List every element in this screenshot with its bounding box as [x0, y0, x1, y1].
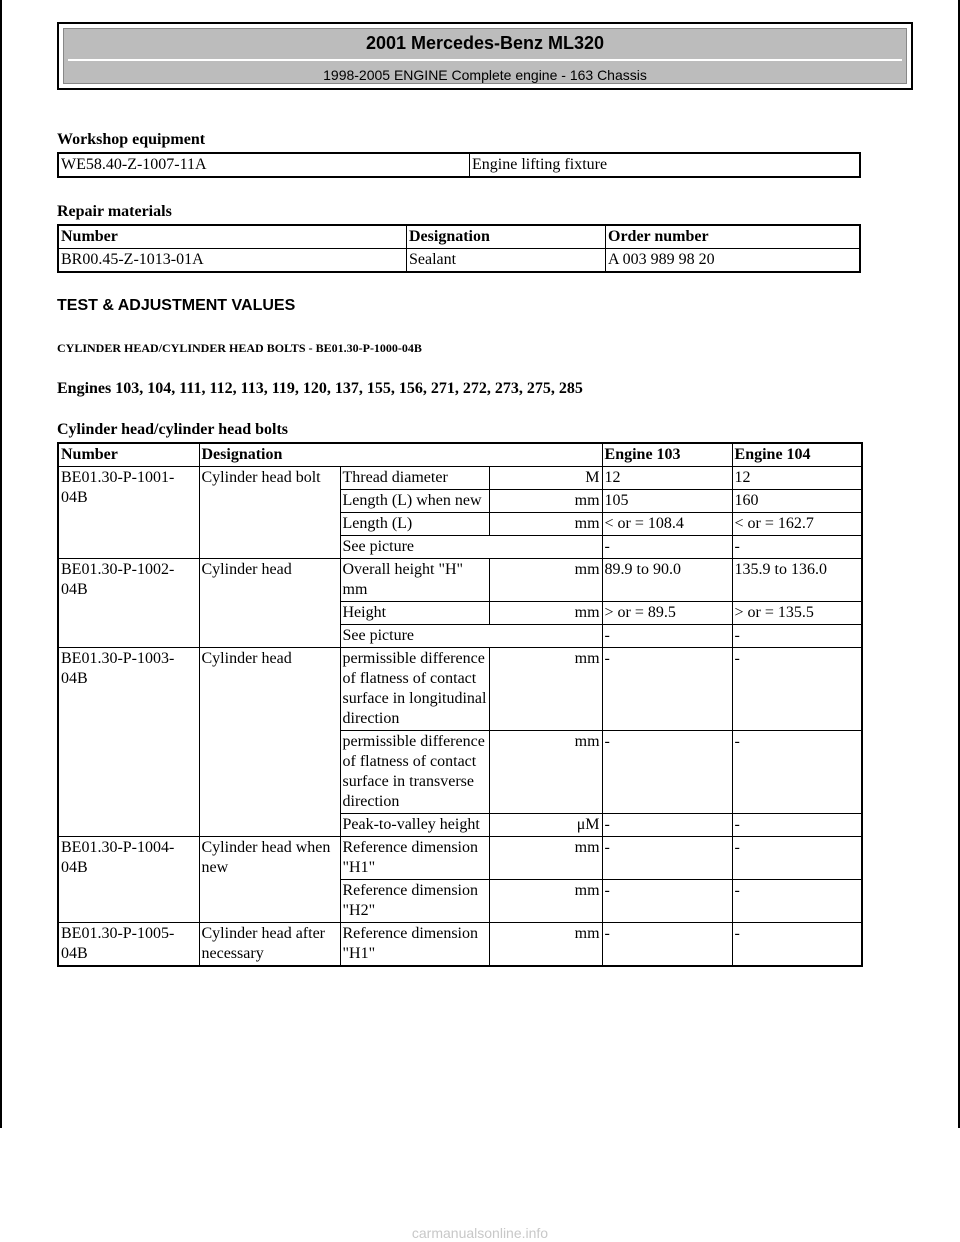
param-label: Overall height "H" mm: [340, 559, 489, 602]
value-engine-104: 12: [732, 467, 862, 490]
row-designation: Cylinder head: [199, 648, 340, 837]
param-unit: mm: [489, 490, 602, 513]
table-row: [58, 249, 860, 273]
row-number: BE01.30-P-1005-04B: [58, 923, 199, 967]
main-table-heading: Cylinder head/cylinder head bolts: [57, 421, 288, 438]
value-engine-104: -: [732, 536, 862, 559]
param-unit: mm: [489, 880, 602, 923]
column-header: Number: [58, 225, 407, 249]
param-label: permissible difference of flatness of contact surface in longitudinal direction: [340, 648, 489, 731]
table-row: [58, 923, 862, 967]
value-engine-104: > or = 135.5: [732, 602, 862, 625]
row-designation: Cylinder head when new: [199, 837, 340, 923]
value-engine-103: -: [602, 731, 732, 814]
row-number: BE01.30-P-1004-04B: [58, 837, 199, 923]
param-label: Length (L) when new: [340, 490, 489, 513]
workshop-table: [57, 152, 861, 178]
value-engine-104: 135.9 to 136.0: [732, 559, 862, 602]
param-label: Thread diameter: [340, 467, 489, 490]
param-label: Length (L): [340, 513, 489, 536]
row-designation: Cylinder head: [199, 559, 340, 648]
param-unit: mm: [489, 837, 602, 880]
param-label: Peak-to-valley height: [340, 814, 489, 837]
value-engine-103: -: [602, 837, 732, 880]
param-label: Reference dimension "H1": [340, 923, 489, 967]
param-label: See picture: [340, 625, 602, 648]
engines-line: Engines 103, 104, 111, 112, 113, 119, 120, 137, 155, 156, 271, 272, 273, 275, 285: [57, 380, 583, 397]
repair-heading: Repair materials: [57, 203, 172, 220]
value-engine-104: -: [732, 625, 862, 648]
row-number: BE01.30-P-1003-04B: [58, 648, 199, 837]
column-header-engine-103: Engine 103: [602, 443, 732, 467]
param-label: Height: [340, 602, 489, 625]
page-header: [57, 22, 913, 90]
value-engine-104: -: [732, 837, 862, 880]
value-engine-103: > or = 89.5: [602, 602, 732, 625]
row-designation: Cylinder head after necessary: [199, 923, 340, 967]
row-number: BE01.30-P-1002-04B: [58, 559, 199, 648]
header-divider: [68, 59, 902, 61]
value-engine-104: -: [732, 814, 862, 837]
workshop-heading: Workshop equipment: [57, 131, 206, 148]
value-engine-103: 105: [602, 490, 732, 513]
workshop-number: WE58.40-Z-1007-11A: [58, 153, 470, 177]
footer-watermark: carmanualsonline.info: [411, 1225, 549, 1241]
subsection-title: CYLINDER HEAD/CYLINDER HEAD BOLTS - BE01.30-P-1000-04B: [57, 341, 422, 355]
value-engine-104: -: [732, 731, 862, 814]
value-engine-104: -: [732, 648, 862, 731]
table-cell: BR00.45-Z-1013-01A: [58, 249, 407, 273]
param-unit: mm: [489, 923, 602, 967]
param-unit: mm: [489, 602, 602, 625]
value-engine-104: < or = 162.7: [732, 513, 862, 536]
param-unit: μM: [489, 814, 602, 837]
value-engine-103: -: [602, 625, 732, 648]
param-label: See picture: [340, 536, 602, 559]
value-engine-104: -: [732, 923, 862, 967]
param-label: Reference dimension "H2": [340, 880, 489, 923]
row-number: BE01.30-P-1001-04B: [58, 467, 199, 559]
value-engine-103: -: [602, 880, 732, 923]
value-engine-103: -: [602, 648, 732, 731]
column-header-number: Number: [58, 443, 199, 467]
value-engine-103: -: [602, 923, 732, 967]
cylinder-head-table: [57, 442, 863, 967]
page-header-panel: [63, 28, 907, 84]
param-label: permissible difference of flatness of contact surface in transverse direction: [340, 731, 489, 814]
value-engine-103: -: [602, 536, 732, 559]
column-header: Order number: [606, 225, 861, 249]
table-row: [58, 837, 862, 880]
value-engine-104: -: [732, 880, 862, 923]
value-engine-103: < or = 108.4: [602, 513, 732, 536]
table-row: [58, 559, 862, 602]
header-title: 2001 Mercedes-Benz ML320: [365, 33, 605, 53]
param-unit: mm: [489, 513, 602, 536]
workshop-designation: Engine lifting fixture: [470, 153, 861, 177]
column-header: Designation: [407, 225, 606, 249]
table-cell: Sealant: [407, 249, 606, 273]
table-row: [58, 467, 862, 490]
value-engine-103: 12: [602, 467, 732, 490]
column-header-designation: Designation: [199, 443, 602, 467]
table-row: [58, 153, 860, 177]
section-title: TEST & ADJUSTMENT VALUES: [57, 297, 296, 314]
param-unit: mm: [489, 648, 602, 731]
param-unit: mm: [489, 731, 602, 814]
value-engine-103: -: [602, 814, 732, 837]
table-row: [58, 648, 862, 731]
table-cell: A 003 989 98 20: [606, 249, 861, 273]
repair-table: [57, 224, 861, 273]
param-label: Reference dimension "H1": [340, 837, 489, 880]
param-unit: M: [489, 467, 602, 490]
param-unit: mm: [489, 559, 602, 602]
header-subtitle: 1998-2005 ENGINE Complete engine - 163 Chassis: [323, 67, 647, 83]
value-engine-103: 89.9 to 90.0: [602, 559, 732, 602]
value-engine-104: 160: [732, 490, 862, 513]
row-designation: Cylinder head bolt: [199, 467, 340, 559]
column-header-engine-104: Engine 104: [732, 443, 862, 467]
